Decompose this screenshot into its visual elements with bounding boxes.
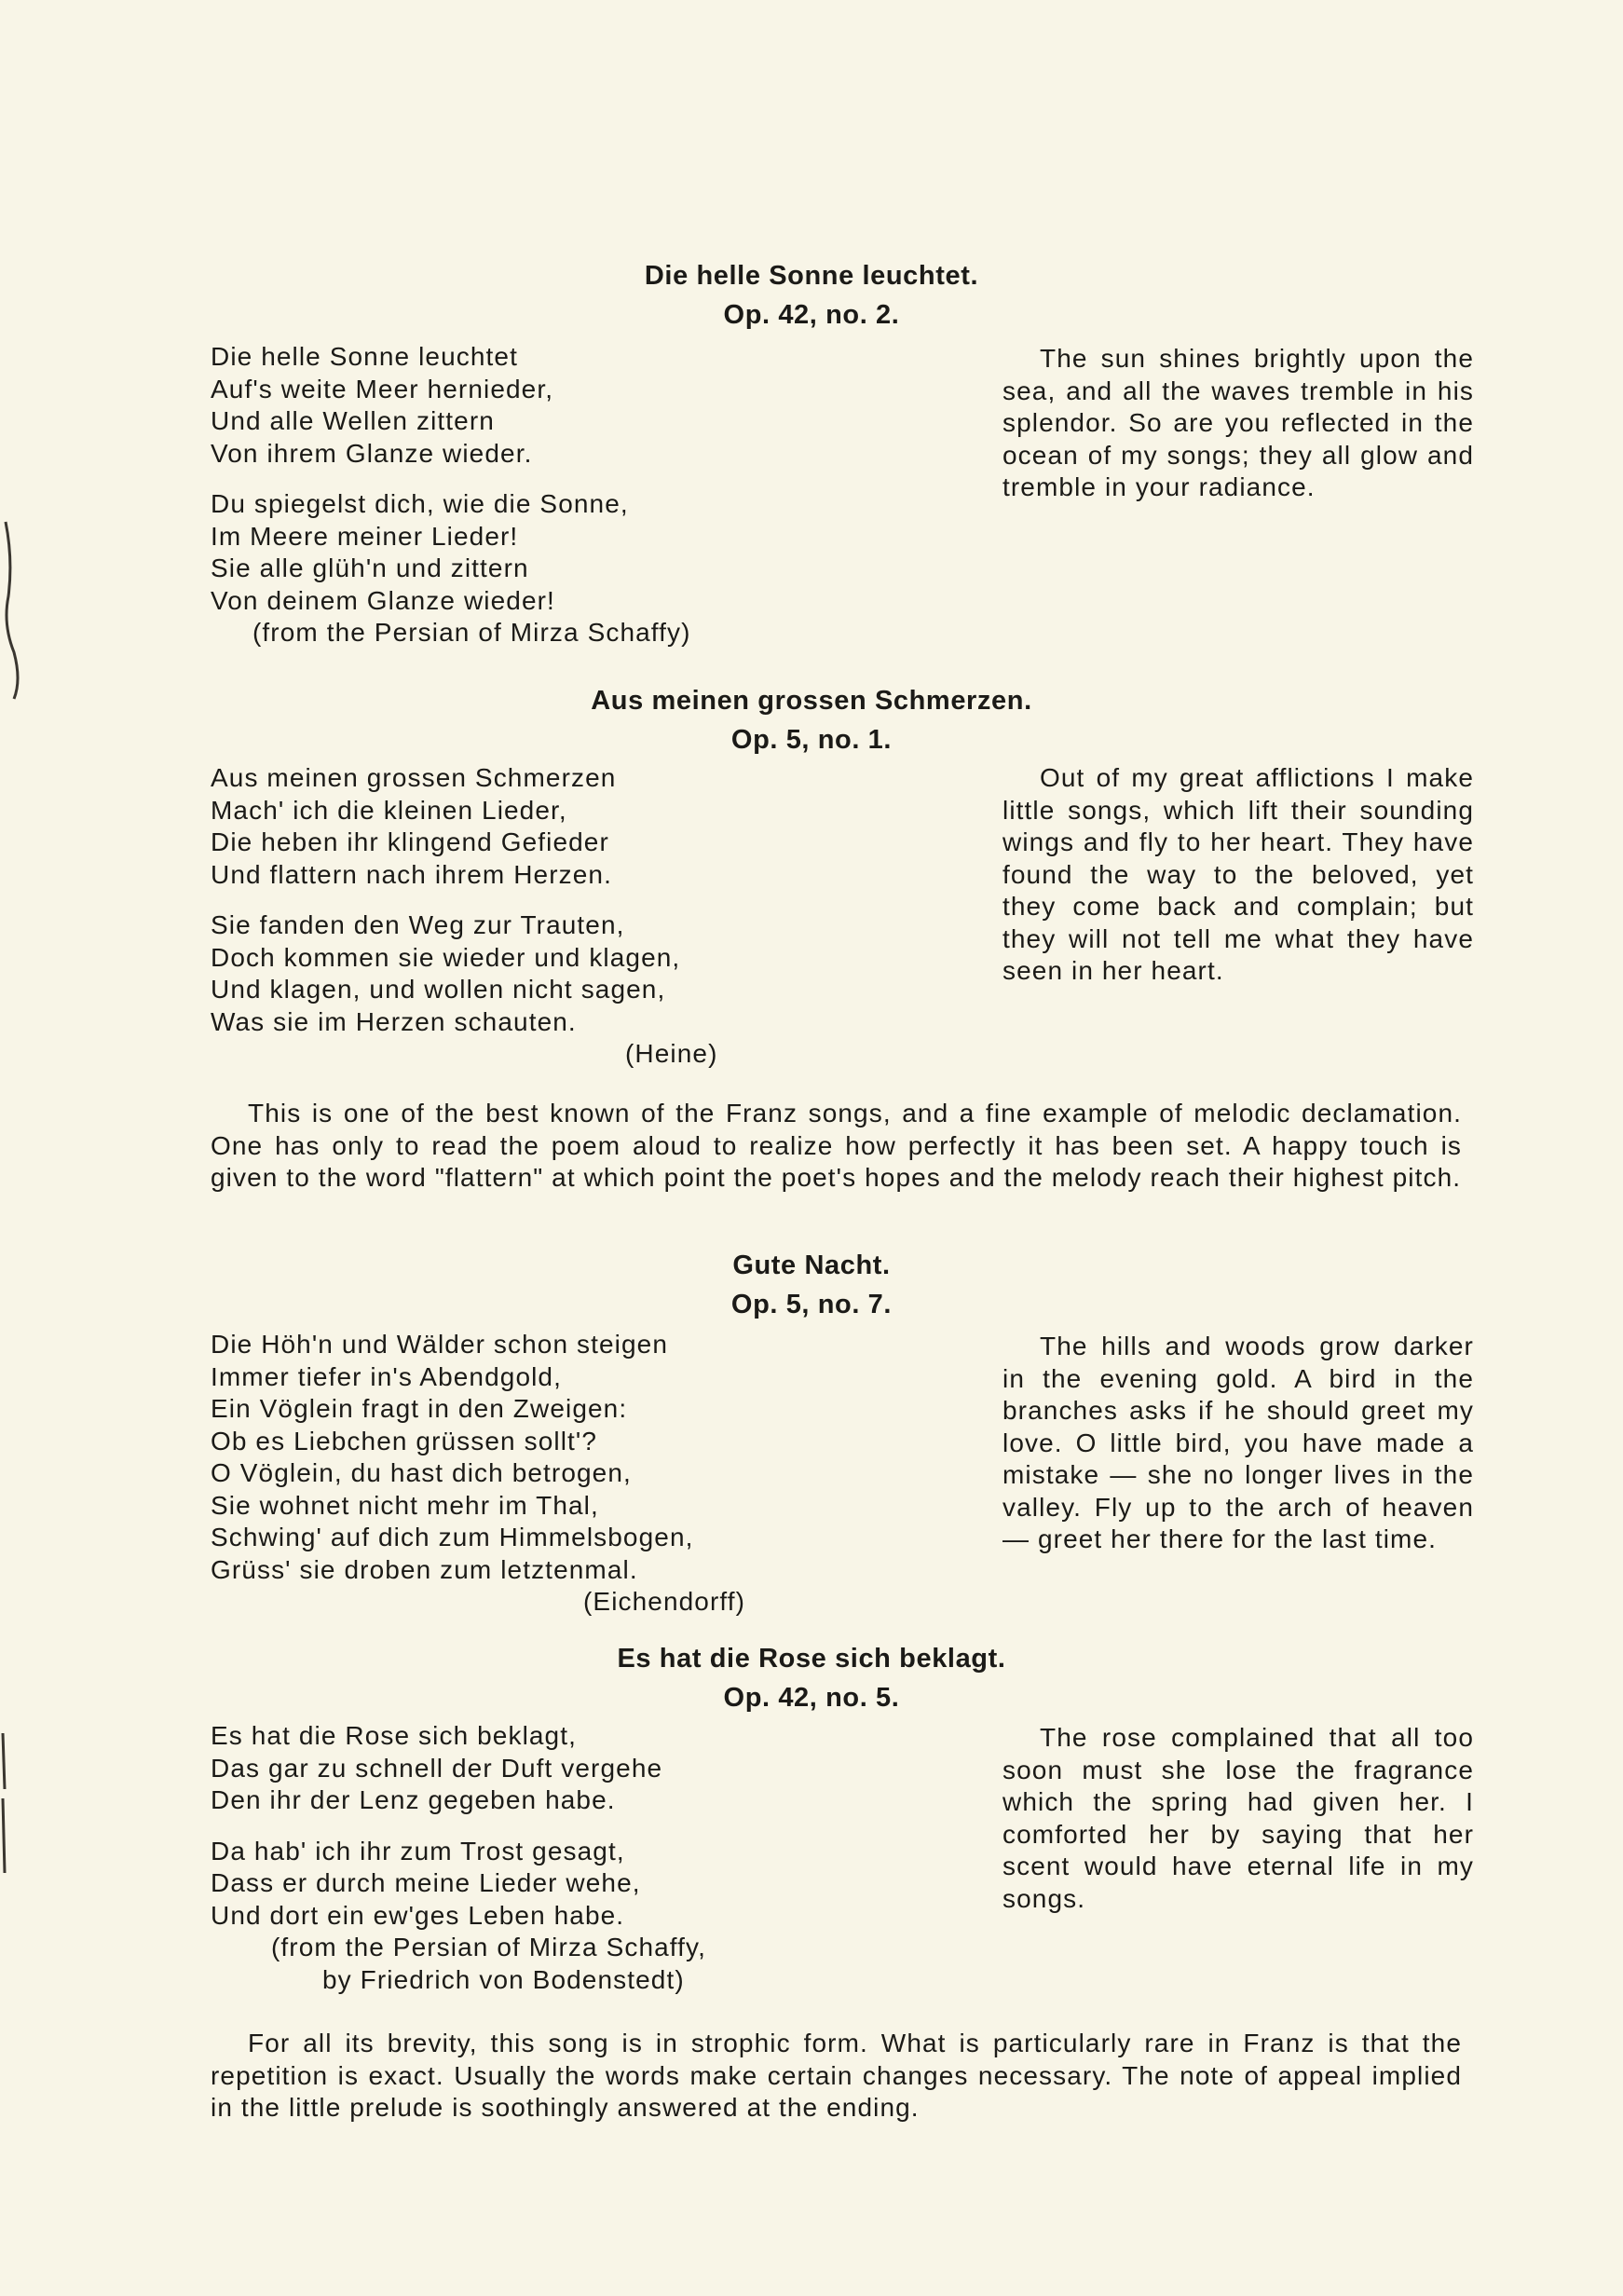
verse-line: Und alle Wellen zittern	[211, 406, 495, 435]
verse-line: Sie wohnet nicht mehr im Thal,	[211, 1490, 599, 1520]
song-heading	[0, 1642, 1623, 1715]
attribution: (Heine)	[625, 1039, 718, 1068]
verse-line: Und flattern nach ihrem Herzen.	[211, 859, 612, 889]
verse-line: Im Meere meiner Lieder!	[211, 521, 519, 551]
verse-line: Das gar zu schnell der Duft vergehe	[211, 1753, 663, 1783]
stanza	[211, 341, 691, 470]
verse-line: Dass er durch meine Lieder wehe,	[211, 1868, 641, 1897]
verse-line: Sie fanden den Weg zur Trauten,	[211, 910, 625, 939]
song-opus: Op. 5, no. 1.	[730, 725, 893, 755]
verse-line: Auf's weite Meer hernieder,	[211, 374, 554, 403]
song-title: Die helle Sonne leuchtet.	[644, 261, 979, 291]
song-heading	[0, 259, 1623, 332]
song-heading	[0, 1249, 1623, 1321]
verse-line: Und klagen, und wollen nicht sagen,	[211, 975, 666, 1004]
verse-line: Doch kommen sie wieder und klagen,	[211, 942, 681, 972]
verse-line: Den ihr der Lenz gegeben habe.	[211, 1785, 616, 1814]
stanza	[211, 909, 718, 1071]
german-verse	[211, 1329, 745, 1619]
verse-line: Da hab' ich ihr zum Trost gesagt,	[211, 1836, 625, 1866]
verse-line: Sie alle glüh'n und zittern	[211, 554, 529, 582]
attribution: (from the Persian of Mirza Schaffy)	[252, 618, 691, 647]
attribution: (from the Persian of Mirza Schaffy,	[271, 1933, 706, 1961]
attribution: (Eichendorff)	[583, 1587, 746, 1616]
verse-line: Die helle Sonne leuchtet	[211, 342, 518, 371]
verse-line: Ein Vöglein fragt in den Zweigen:	[211, 1394, 628, 1423]
song-heading	[0, 684, 1623, 757]
verse-line: Schwing' auf dich zum Himmelsbogen,	[211, 1523, 694, 1551]
verse-line: Die heben ihr klingend Gefieder	[211, 827, 609, 856]
song-opus: Op. 42, no. 5.	[723, 1683, 900, 1713]
stanza	[211, 488, 691, 649]
song-title: Aus meinen grossen Schmerzen.	[591, 686, 1032, 716]
commentary-paragraph: For all its brevity, this song is in strophic form. What is particularly rare in Franz is that the repetition is exact. Usually the words make certain changes necessary. The note of appeal implied in the little prelude is soothingly answered at the ending.	[211, 2029, 1462, 2122]
verse-line: Es hat die Rose sich beklagt,	[211, 1721, 577, 1750]
verse-line: Was sie im Herzen schauten.	[211, 1006, 577, 1036]
stanza	[211, 1836, 706, 1997]
attribution: by Friedrich von Bodenstedt)	[322, 1964, 685, 1994]
verse-line: Aus meinen grossen Schmerzen	[211, 763, 617, 792]
verse-line: Von deinem Glanze wieder!	[211, 585, 555, 615]
verse-line: Ob es Liebchen grüssen sollt'?	[211, 1426, 598, 1456]
german-verse	[211, 341, 691, 649]
english-translation: The rose complained that all too soon must she lose the fragrance which the spring had given her. I comforted her by saying that her scent would have eternal life in my songs.	[1002, 1723, 1474, 1913]
german-verse	[211, 1720, 706, 1996]
song-title: Es hat die Rose sich beklagt.	[617, 1644, 1006, 1674]
song-title: Gute Nacht.	[732, 1250, 891, 1280]
verse-line: O Vöglein, du hast dich betrogen,	[211, 1458, 632, 1487]
verse-line: Und dort ein ew'ges Leben habe.	[211, 1900, 625, 1930]
verse-line: Mach' ich die kleinen Lieder,	[211, 795, 567, 825]
verse-line: Die Höh'n und Wälder schon steigen	[211, 1330, 669, 1359]
english-translation: The hills and woods grow darker in the evening gold. A bird in the branches asks if he should greet my love. O little bird, you have made a mistake — she no longer lives in the valley. Fly up to the arch of heaven — greet her there for the last time.	[1002, 1332, 1474, 1553]
song-opus: Op. 42, no. 2.	[723, 300, 900, 330]
commentary-paragraph: This is one of the best known of the Franz songs, and a fine example of melodic declamation. One has only to read the poem aloud to realize how perfectly it has been set. A happy touch is given to the word "flattern" at which point the poet's hopes and the melody reach their highest pitch.	[211, 1099, 1462, 1192]
english-translation: The sun shines brightly upon the sea, and all the waves tremble in his splendor. So are you reflected in the ocean of my songs; they all glow and tremble in your radiance.	[1002, 344, 1474, 501]
binding-edge	[0, 0, 28, 2296]
verse-line: Du spiegelst dich, wie die Sonne,	[211, 489, 629, 518]
verse-line: Immer tiefer in's Abendgold,	[211, 1361, 562, 1391]
stanza	[211, 1720, 706, 1817]
song-opus: Op. 5, no. 7.	[730, 1290, 893, 1319]
english-translation: Out of my great afflictions I make little songs, which lift their sounding wings and fly to her heart. They have found the way to the beloved, yet they come back and complain; but they will not tell me what they have seen in her heart.	[1002, 763, 1474, 985]
verse-line: Von ihrem Glanze wieder.	[211, 438, 533, 468]
stanza	[211, 1329, 745, 1619]
stanza	[211, 762, 718, 891]
verse-line: Grüss' sie droben zum letztenmal.	[211, 1554, 638, 1584]
german-verse	[211, 762, 718, 1071]
